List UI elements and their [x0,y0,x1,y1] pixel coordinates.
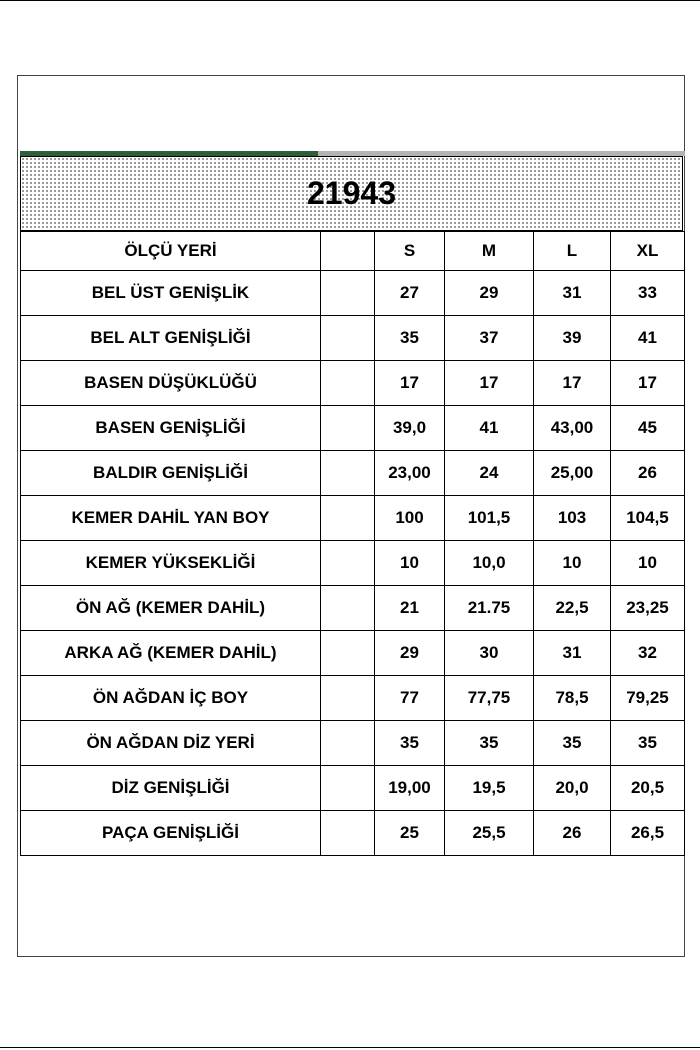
value-cell-xl: 41 [611,316,685,361]
value-cell-l: 10 [534,541,611,586]
blank-cell [321,811,375,856]
blank-cell [321,271,375,316]
value-cell-l: 78,5 [534,676,611,721]
blank-cell [321,406,375,451]
value-cell-xl: 10 [611,541,685,586]
value-cell-s: 19,00 [375,766,445,811]
value-cell-s: 21 [375,586,445,631]
measurement-label: KEMER DAHİL YAN BOY [21,496,321,541]
bottom-rule [0,1047,700,1048]
value-cell-m: 10,0 [445,541,534,586]
measurement-label: BEL ÜST GENİŞLİK [21,271,321,316]
table-row [21,586,685,631]
size-header-l: L [534,232,611,271]
product-code: 21943 [307,175,396,211]
measurement-label: KEMER YÜKSEKLİĞİ [21,541,321,586]
table-row [21,316,685,361]
value-cell-xl: 79,25 [611,676,685,721]
measurement-label: DİZ GENİŞLİĞİ [21,766,321,811]
measure-header: ÖLÇÜ YERİ [21,232,321,271]
value-cell-s: 39,0 [375,406,445,451]
measurement-label: BASEN GENİŞLİĞİ [21,406,321,451]
value-cell-xl: 17 [611,361,685,406]
value-cell-l: 43,00 [534,406,611,451]
value-cell-l: 35 [534,721,611,766]
value-cell-s: 27 [375,271,445,316]
table-row [21,721,685,766]
value-cell-l: 17 [534,361,611,406]
value-cell-s: 23,00 [375,451,445,496]
value-cell-m: 29 [445,271,534,316]
table-row [21,496,685,541]
blank-cell [321,316,375,361]
top-rule [0,0,700,1]
value-cell-xl: 32 [611,631,685,676]
measurement-label: ÖN AĞDAN DİZ YERİ [21,721,321,766]
value-cell-m: 17 [445,361,534,406]
value-cell-s: 77 [375,676,445,721]
measurement-label: ARKA AĞ (KEMER DAHİL) [21,631,321,676]
value-cell-xl: 104,5 [611,496,685,541]
value-cell-l: 25,00 [534,451,611,496]
value-cell-m: 101,5 [445,496,534,541]
table-row [21,811,685,856]
table-row [21,766,685,811]
blank-cell [321,676,375,721]
blank-cell [321,496,375,541]
size-header-m: M [445,232,534,271]
table-row [21,676,685,721]
value-cell-m: 37 [445,316,534,361]
measurement-label: BALDIR GENİŞLİĞİ [21,451,321,496]
blank-cell [321,361,375,406]
value-cell-m: 24 [445,451,534,496]
value-cell-l: 31 [534,271,611,316]
value-cell-m: 25,5 [445,811,534,856]
table-row [21,541,685,586]
table-row [21,631,685,676]
value-cell-m: 35 [445,721,534,766]
blank-cell [321,631,375,676]
size-header-xl: XL [611,232,685,271]
measurement-label: BASEN DÜŞÜKLÜĞÜ [21,361,321,406]
value-cell-l: 31 [534,631,611,676]
value-cell-s: 100 [375,496,445,541]
table-row [21,271,685,316]
blank-cell [321,586,375,631]
value-cell-xl: 26 [611,451,685,496]
value-cell-l: 20,0 [534,766,611,811]
value-cell-xl: 23,25 [611,586,685,631]
blank-cell [321,541,375,586]
blank-cell [321,721,375,766]
value-cell-l: 22,5 [534,586,611,631]
value-cell-s: 10 [375,541,445,586]
value-cell-xl: 33 [611,271,685,316]
value-cell-s: 35 [375,316,445,361]
table-row [21,361,685,406]
table-row [21,451,685,496]
blank-cell [321,451,375,496]
value-cell-m: 77,75 [445,676,534,721]
value-cell-m: 21.75 [445,586,534,631]
value-cell-s: 17 [375,361,445,406]
measurement-label: ÖN AĞDAN İÇ BOY [21,676,321,721]
value-cell-m: 30 [445,631,534,676]
value-cell-xl: 45 [611,406,685,451]
size-chart-table [20,231,685,856]
value-cell-xl: 26,5 [611,811,685,856]
value-cell-l: 103 [534,496,611,541]
value-cell-s: 35 [375,721,445,766]
value-cell-s: 25 [375,811,445,856]
measurement-label: PAÇA GENİŞLİĞİ [21,811,321,856]
table-header-row [21,232,685,271]
measurement-label: BEL ALT GENİŞLİĞİ [21,316,321,361]
value-cell-s: 29 [375,631,445,676]
value-cell-xl: 35 [611,721,685,766]
value-cell-m: 19,5 [445,766,534,811]
measurement-label: ÖN AĞ (KEMER DAHİL) [21,586,321,631]
table-row [21,406,685,451]
product-code-header [20,156,683,231]
size-header-s: S [375,232,445,271]
value-cell-l: 39 [534,316,611,361]
blank-cell [321,766,375,811]
value-cell-xl: 20,5 [611,766,685,811]
value-cell-l: 26 [534,811,611,856]
blank-header-cell [321,232,375,271]
value-cell-m: 41 [445,406,534,451]
